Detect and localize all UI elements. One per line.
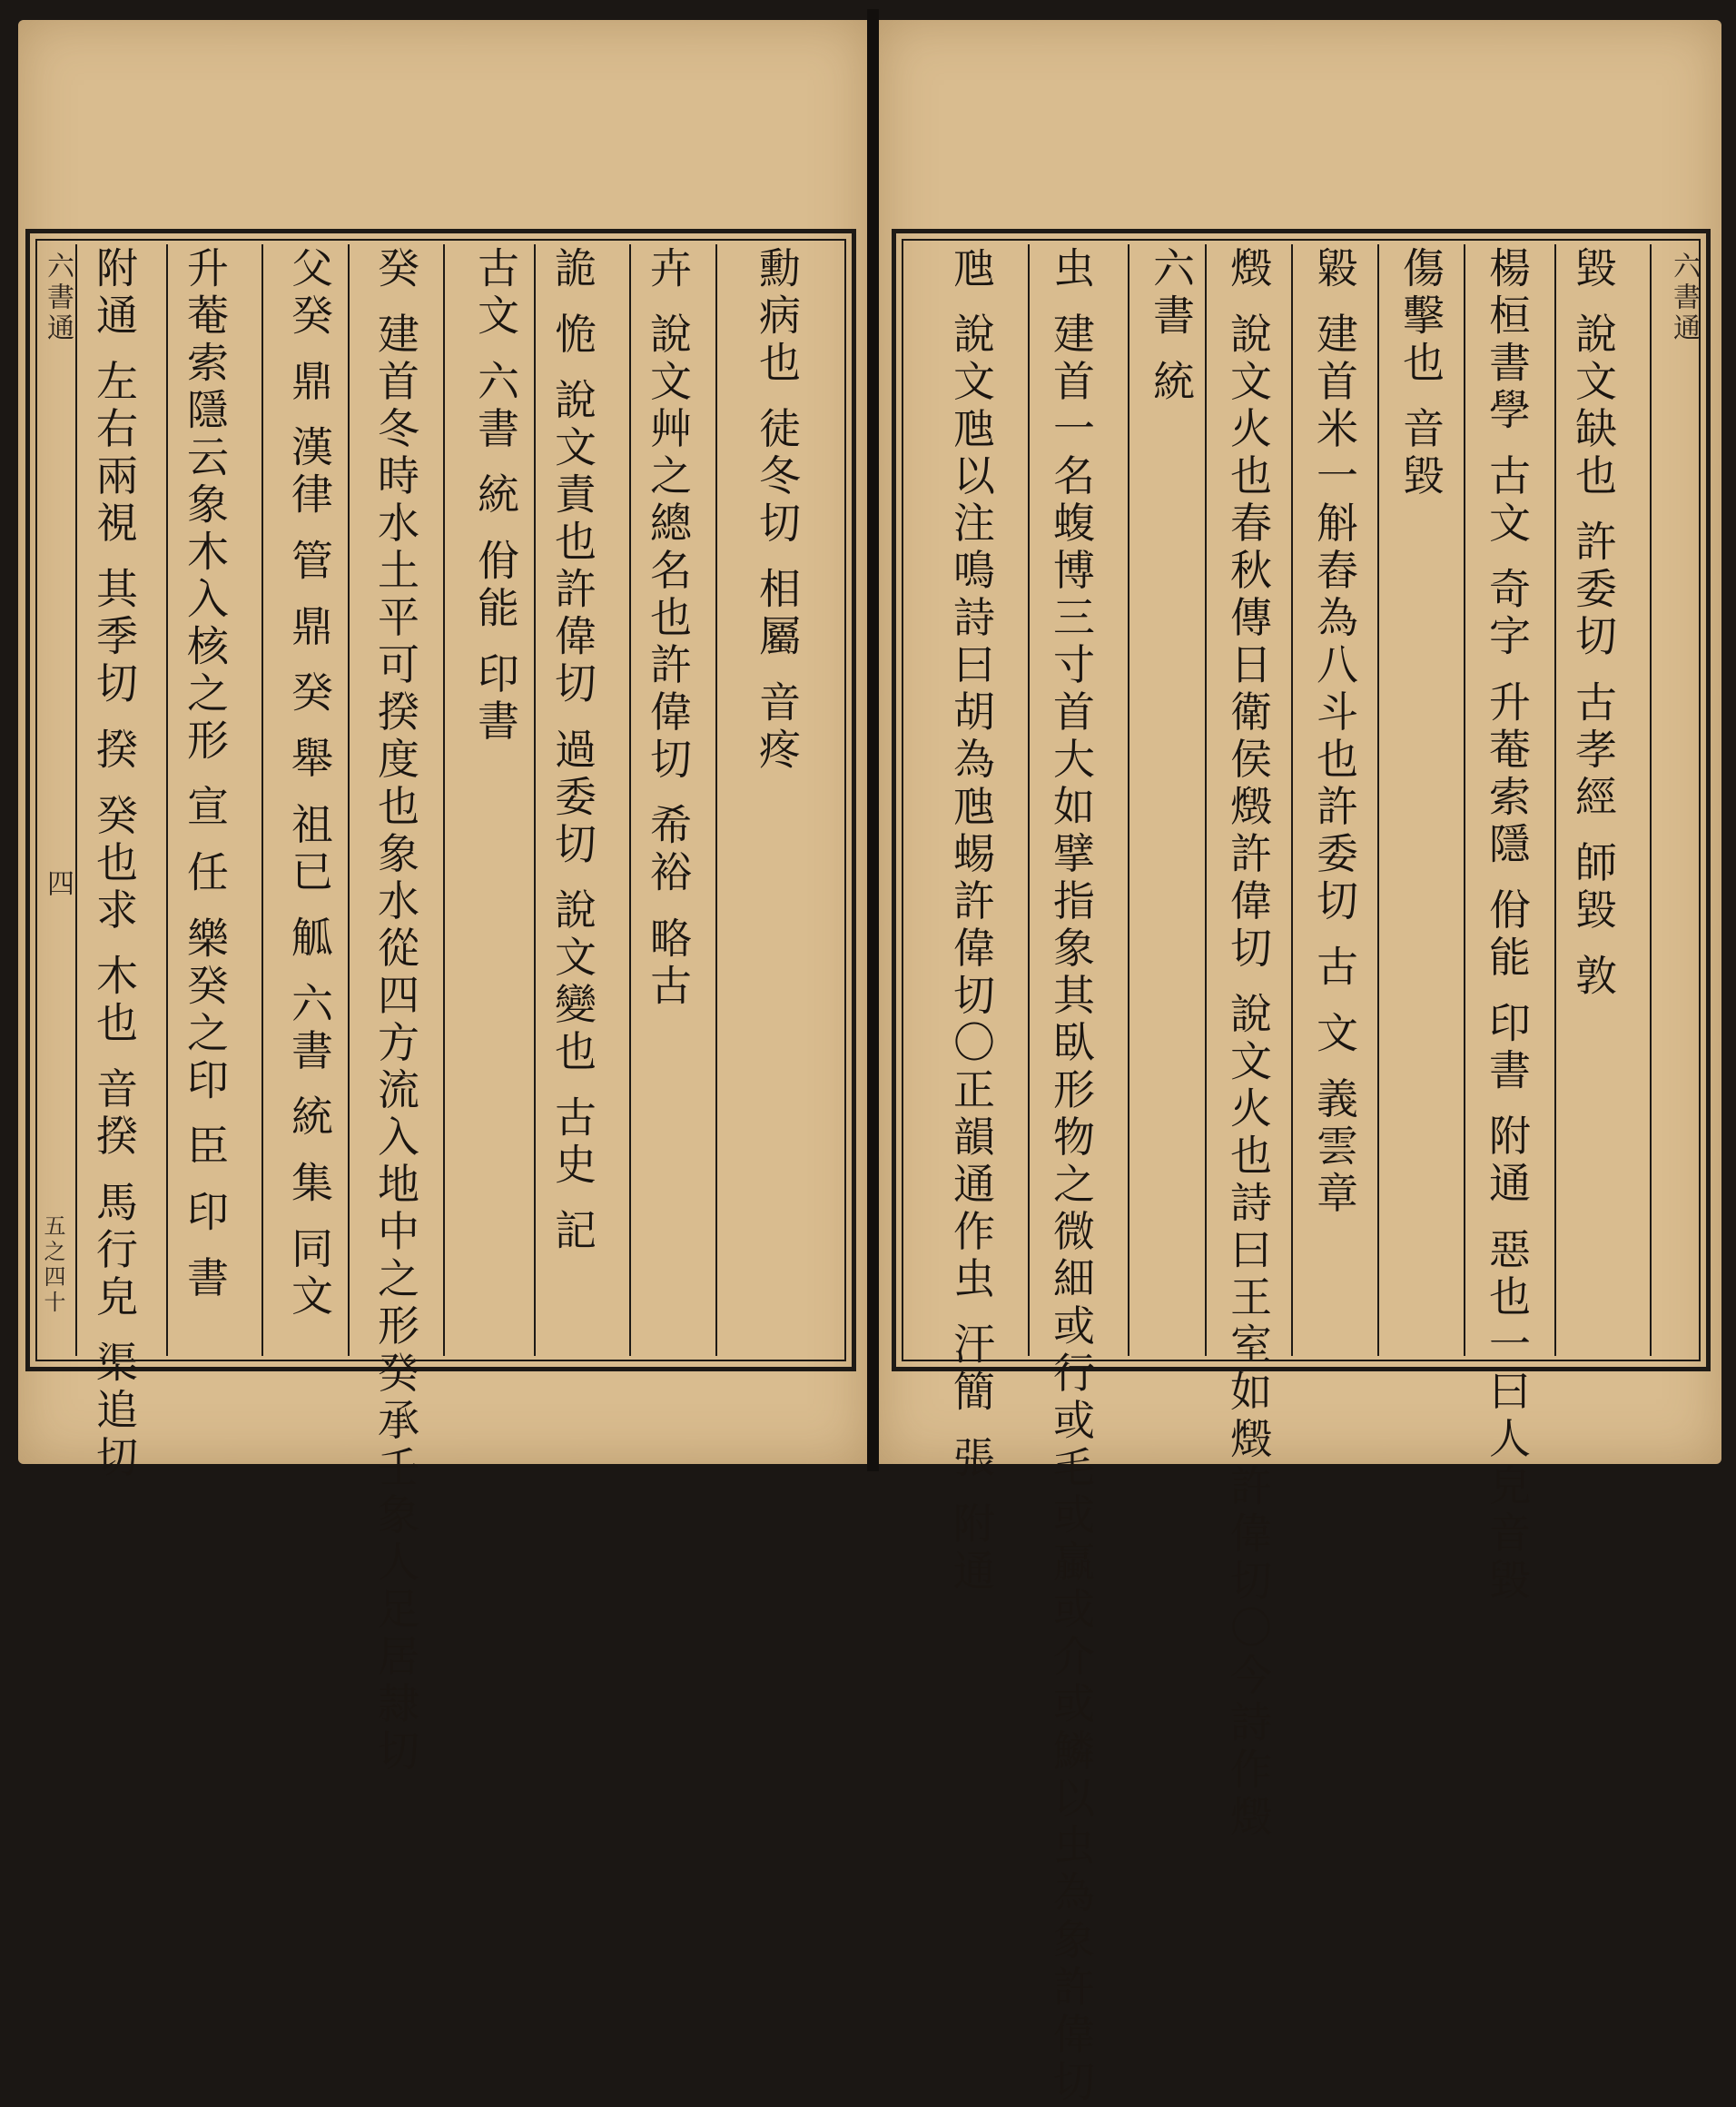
column-rule <box>629 244 631 1356</box>
column-rule <box>1464 244 1465 1356</box>
right-column-4: 毇 建首米一斛舂為八斗也許委切 古 文 義雲章 <box>1310 246 1359 1219</box>
left-column-1: 勳病也 徒冬切 相屬 音疼 <box>753 246 802 775</box>
right-page-frame <box>892 229 1711 2107</box>
left-column-7: 升菴索隱云象木入核之形 宣 任 樂癸之印 臣 印 書 <box>181 246 230 1303</box>
column-rule <box>75 244 77 1356</box>
column-rule <box>715 244 717 1356</box>
column-rule <box>261 244 263 1356</box>
left-column-6: 父癸 鼎 漢律 管 鼎 癸 舉 祖已 觚 六書 統 集 同文 <box>285 246 334 1321</box>
book-gutter <box>867 9 879 1471</box>
left-column-8: 附通 左右兩視 其季切 揆 癸也求 木也 音揆 馬行皃 渠追切 <box>90 246 139 1482</box>
column-rule <box>1377 244 1379 1356</box>
column-rule <box>1128 244 1129 1356</box>
right-column-1: 毀 說文缺也 許委切 古孝經 師毀 敦 <box>1569 246 1618 1002</box>
column-rule <box>166 244 168 1356</box>
right-margin-title: 六書通 <box>1668 252 1700 344</box>
right-column-6: 六書 統 <box>1147 246 1196 407</box>
left-page <box>18 20 867 1776</box>
left-column-4: 古文 六書 統 佾能 印書 <box>471 246 520 747</box>
column-rule <box>1028 244 1030 1356</box>
left-column-5: 癸 建首冬時水土平可揆度也象水從四方流入地中之形癸承壬象人足居隷切 <box>371 246 420 1776</box>
left-column-2: 卉 說文艸之總名也許偉切 希裕 略古 <box>644 246 693 1011</box>
right-column-2: 楊桓書學 古文 奇字 升菴索隱 佾能 印書 附通 惡也一曰人皃音毀 <box>1483 246 1532 1606</box>
column-rule <box>1291 244 1293 1356</box>
left-margin-page-number: 五之四十 <box>40 1214 65 1316</box>
right-column-3: 傷擊也 音毀 <box>1396 246 1445 501</box>
column-rule <box>1205 244 1207 1356</box>
left-column-3: 詭 恑 說文責也許偉切 過委切 說文變也 古史 記 <box>548 246 597 1256</box>
column-rule <box>1554 244 1556 1356</box>
right-page <box>879 20 1721 2107</box>
column-rule <box>443 244 445 1356</box>
column-rule <box>534 244 536 1356</box>
column-rule <box>1650 244 1652 1356</box>
right-column-7: 虫 建首一名蝮博三寸首大如擘指象其臥形物之微細或行或毛或蠃或介或鱗以虫為象許偉切 <box>1047 246 1096 2107</box>
left-margin-section: 四 <box>42 869 74 900</box>
right-column-8: 虺 說文虺以注鳴詩曰胡為虺蜴許偉切〇正韻通作虫 汗簡 張 附通 <box>947 246 996 1597</box>
column-rule <box>348 244 350 1356</box>
right-column-5: 燬 說文火也春秋傳日衛侯燬許偉切 說文火也詩曰王室如燬許偉切〇今詩作燬 <box>1224 246 1273 1843</box>
left-page-frame <box>25 229 856 1776</box>
left-margin-title: 六書通 <box>42 252 74 344</box>
